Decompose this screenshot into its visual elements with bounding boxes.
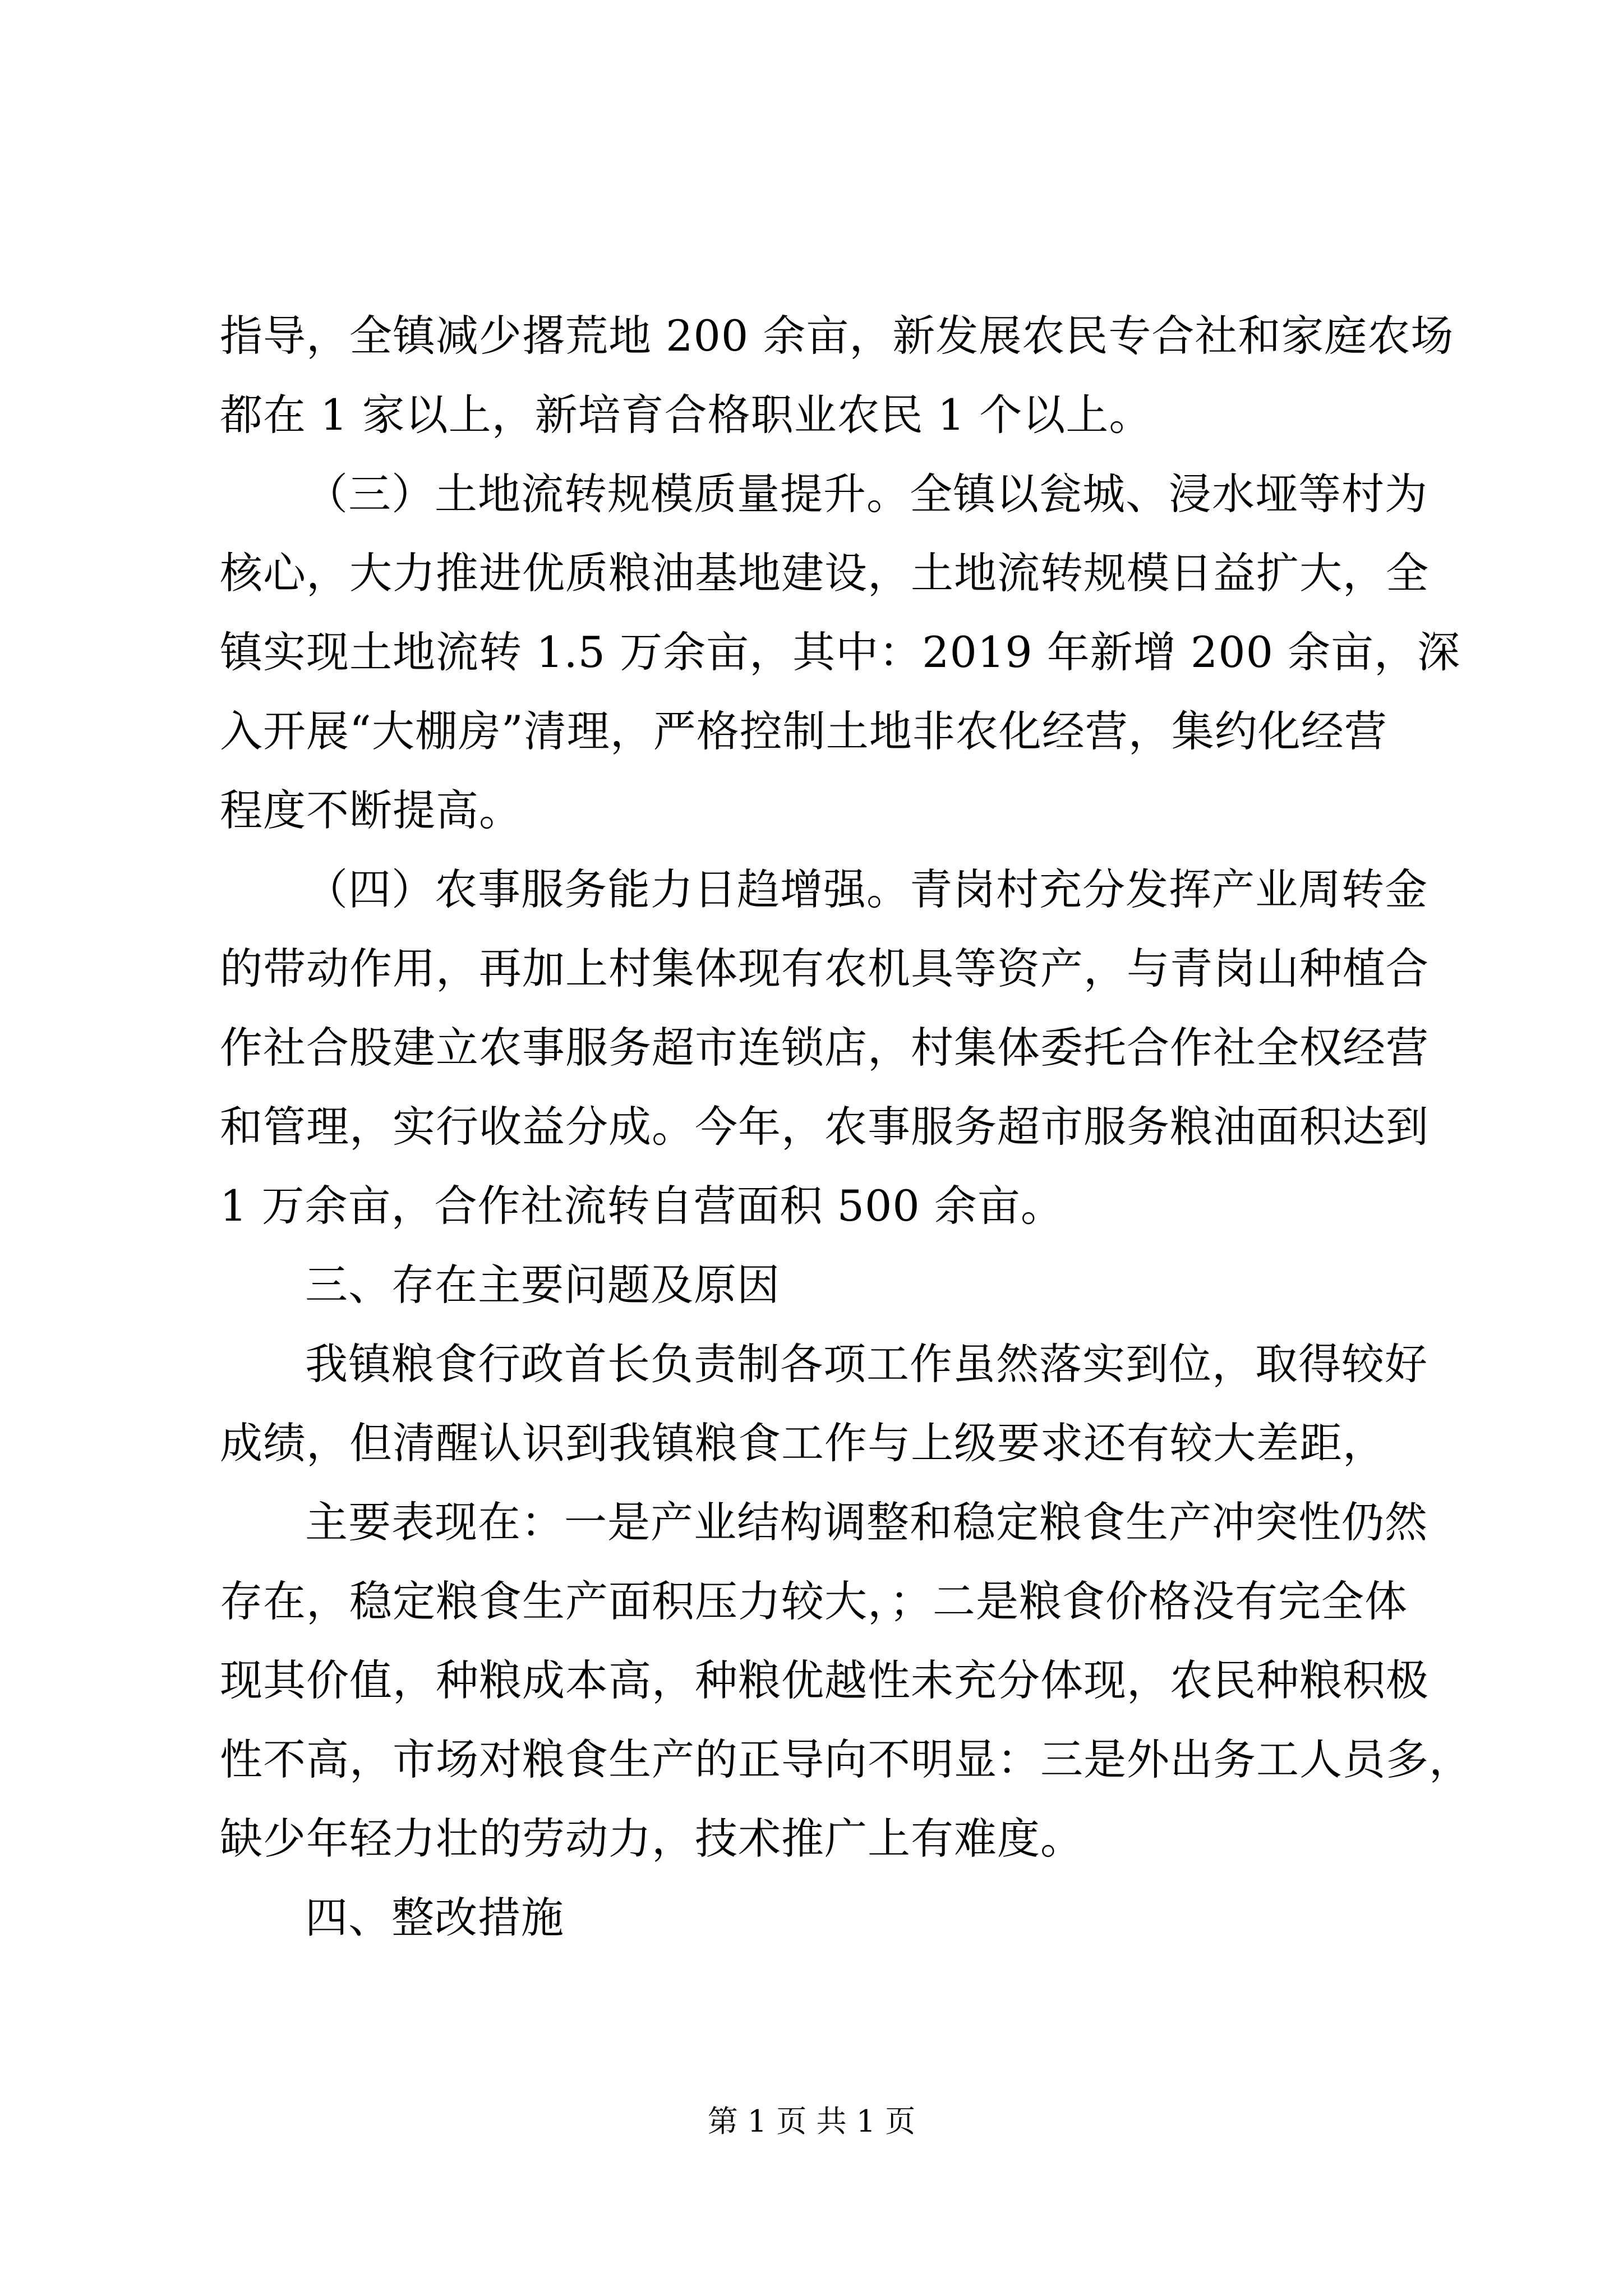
- body-line: 成绩，但清醒认识到我镇粮食工作与上级要求还有较大差距，: [220, 1418, 1386, 1468]
- body-line: 都在 1 家以上，新培育合格职业农民 1 个以上。: [220, 390, 1152, 440]
- body-line: 镇实现土地流转 1.5 万余亩，其中：2019 年新增 200 余亩，深: [220, 627, 1461, 677]
- body-line: 的带动作用，再加上村集体现有农机具等资产，与青岗山种植合: [220, 944, 1429, 993]
- chapter-heading: 三、存在主要问题及原因: [305, 1260, 780, 1310]
- body-line: 核心，大力推进优质粮油基地建设，土地流转规模日益扩大，全: [220, 548, 1429, 598]
- document-body: [220, 296, 1472, 1957]
- chapter-heading: 四、整改措施: [305, 1893, 564, 1943]
- section-heading-line: （四）农事服务能力日趋增强。青岗村充分发挥产业周转金: [305, 864, 1428, 914]
- body-line: 性不高，市场对粮食生产的正导向不明显：三是外出务工人员多，: [220, 1734, 1472, 1784]
- body-line: 缺少年轻力壮的劳动力，技术推广上有难度。: [220, 1814, 1083, 1864]
- body-line: 存在，稳定粮食生产面积压力较大，；二是粮食价格没有完全体: [220, 1576, 1408, 1626]
- body-line: 指导，全镇减少撂荒地 200 余亩，新发展农民专合社和家庭农场: [220, 311, 1454, 361]
- body-line: 入开展“大棚房”清理，严格控制土地非农化经营，集约化经营: [220, 706, 1387, 756]
- body-line: 程度不断提高。: [220, 785, 522, 835]
- section-heading-line: （三）土地流转规模质量提升。全镇以瓮城、浸水垭等村为: [305, 469, 1428, 519]
- body-line: 1 万余亩，合作社流转自营面积 500 余亩。: [220, 1181, 1064, 1231]
- body-line: 现其价值，种粮成本高，种粮优越性未充分体现，农民种粮积极: [220, 1655, 1429, 1705]
- body-line: 作社合股建立农事服务超市连锁店，村集体委托合作社全权经营: [220, 1023, 1429, 1073]
- body-line: 主要表现在：一是产业结构调整和稳定粮食生产冲突性仍然: [305, 1497, 1428, 1547]
- body-line: 我镇粮食行政首长负责制各项工作虽然落实到位，取得较好: [305, 1339, 1428, 1389]
- page-number-footer: 第 1 页 共 1 页: [707, 2104, 916, 2139]
- body-line: 和管理，实行收益分成。今年，农事服务超市服务粮油面积达到: [220, 1102, 1429, 1152]
